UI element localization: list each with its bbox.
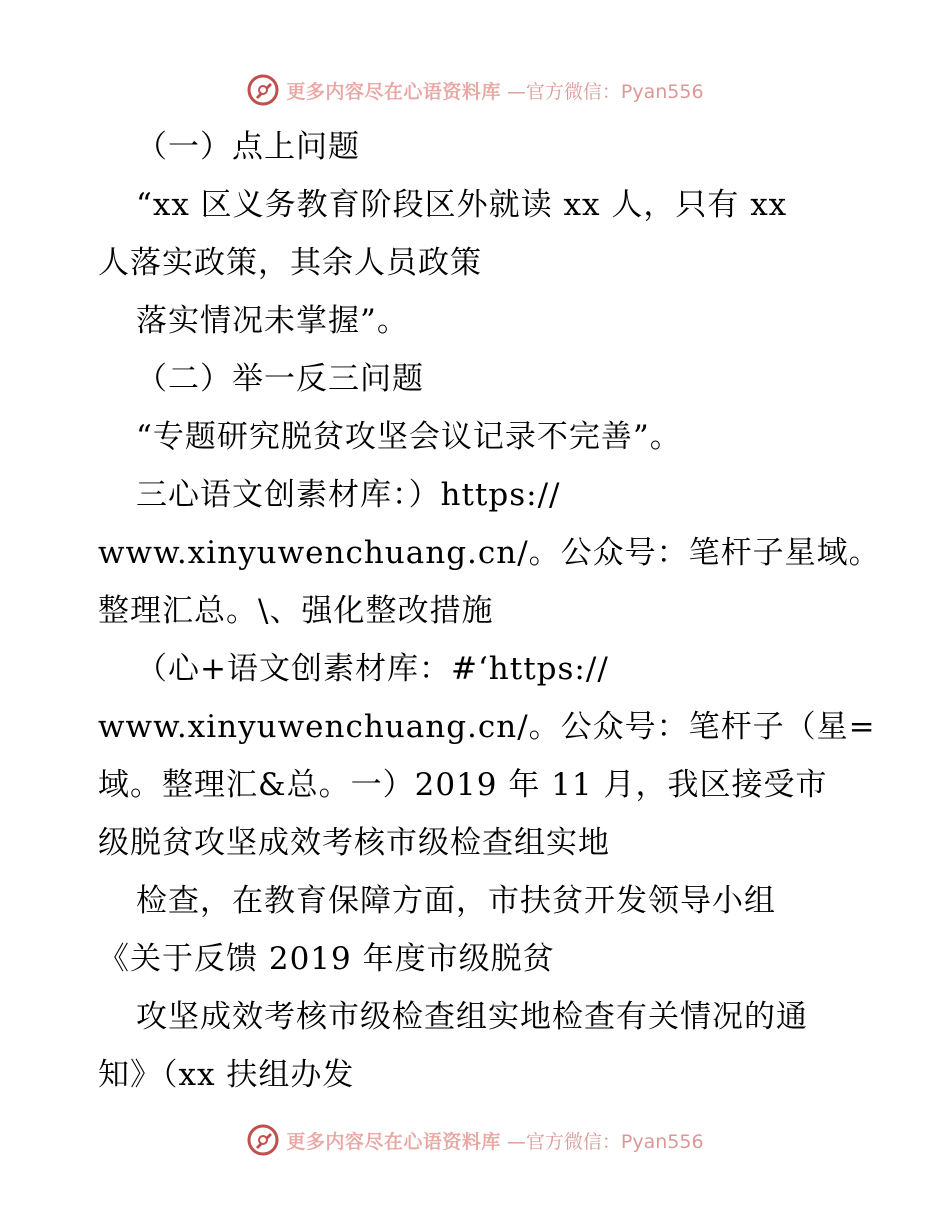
heading-extended-issue: （二）举一反三问题 bbox=[136, 361, 424, 397]
header-watermark bbox=[0, 70, 950, 110]
paragraph-line: “xx 区义务教育阶段区外就读 xx 人，只有 xx bbox=[136, 187, 788, 223]
watermark-brand-text: 更多内容尽在心语资料库 bbox=[286, 1130, 501, 1153]
heading-point-issue: （一）点上问题 bbox=[136, 129, 360, 165]
paragraph-line: 知》（xx 扶组办发 bbox=[98, 1057, 355, 1093]
paragraph-line: 三心语文创素材库：）https:// bbox=[136, 477, 561, 513]
paragraph-line: 《关于反馈 2019 年度市级脱贫 bbox=[98, 941, 555, 977]
paragraph-line: 检查，在教育保障方面，市扶贫开发领导小组 bbox=[136, 883, 776, 919]
paragraph-line: 人落实政策，其余人员政策 bbox=[98, 245, 482, 281]
watermark-wechat-text: —官方微信：Pyan556 bbox=[506, 1130, 704, 1153]
paragraph-line: 攻坚成效考核市级检查组实地检查有关情况的通 bbox=[136, 999, 808, 1035]
paragraph-line: www.xinyuwenchuang.cn/。公众号：笔杆子（星= bbox=[98, 709, 876, 745]
paragraph-line: “专题研究脱贫攻坚会议记录不完善”。 bbox=[136, 419, 682, 455]
document-body bbox=[98, 118, 881, 1104]
brand-logo-icon bbox=[246, 73, 280, 107]
paragraph-line: （心+语文创素材库：#‘https:// bbox=[136, 651, 609, 687]
paragraph-line: www.xinyuwenchuang.cn/。公众号：笔杆子星域。 bbox=[98, 535, 881, 571]
paragraph-line: 级脱贫攻坚成效考核市级检查组实地 bbox=[98, 825, 610, 861]
paragraph-line: 落实情况未掌握”。 bbox=[136, 303, 409, 339]
footer-watermark bbox=[0, 1120, 950, 1160]
brand-logo-icon bbox=[246, 1123, 280, 1157]
paragraph-line: 整理汇总。\、强化整改措施 bbox=[98, 593, 494, 629]
watermark-wechat-text: —官方微信：Pyan556 bbox=[506, 80, 704, 103]
watermark-brand-text: 更多内容尽在心语资料库 bbox=[286, 80, 501, 103]
paragraph-line: 域。整理汇&总。一）2019 年 11 月，我区接受市 bbox=[98, 767, 828, 803]
